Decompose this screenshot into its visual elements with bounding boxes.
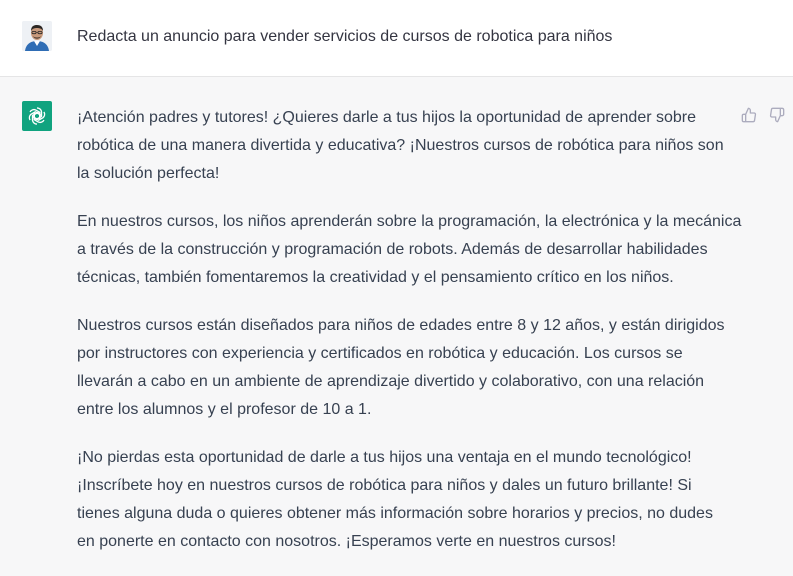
assistant-avatar (22, 101, 52, 131)
assistant-message-row (0, 78, 793, 569)
paragraph-intro: ¡Atención padres y tutores! ¿Quieres darle a tus hijos la oportunidad de aprender sobre robótica de una manera divertida y educativa? ¡Nuestros cursos de robótica para niños son la solución perfecta! (77, 109, 724, 182)
feedback-buttons (740, 106, 786, 124)
thumbs-down-button[interactable] (768, 106, 786, 124)
thumbs-up-icon (741, 107, 757, 123)
user-message-row (0, 0, 793, 77)
assistant-message-text (77, 104, 742, 576)
paragraph-details: Nuestros cursos están diseñados para niños de edades entre 8 y 12 años, y están dirigidos por instructores con experiencia y certificados en robótica y educación. Los cursos se llevarán a cabo en un ambiente de aprendizaje divertido y colaborativo, con una relación entre los alumnos y el profesor de 10 a 1. (77, 317, 725, 418)
thumbs-down-icon (769, 107, 785, 123)
user-message-text: Redacta un anuncio para vender servicios de cursos de robotica para niños (77, 28, 613, 45)
user-avatar (22, 21, 52, 51)
thumbs-up-button[interactable] (740, 106, 758, 124)
paragraph-curriculum: En nuestros cursos, los niños aprenderán sobre la programación, la electrónica y la mecánica a través de la construcción y programación de robots. Además de desarrollar habilidades técnicas, también fomentaremos la creatividad y el pensamiento crítico en los niños. (77, 213, 742, 286)
user-photo-icon (22, 21, 52, 51)
paragraph-call-to-action: ¡No pierdas esta oportunidad de darle a tus hijos una ventaja en el mundo tecnológico! ¡Inscríbete hoy en nuestros cursos de robótica para niños y dales un futuro brillante! Si tienes alguna duda o quieres obtener más información sobre horarios y precios, no dudes en ponerte en contacto con nosotros. ¡Esperamos verte en nuestros cursos! (77, 449, 713, 550)
openai-logo-icon (26, 105, 48, 127)
